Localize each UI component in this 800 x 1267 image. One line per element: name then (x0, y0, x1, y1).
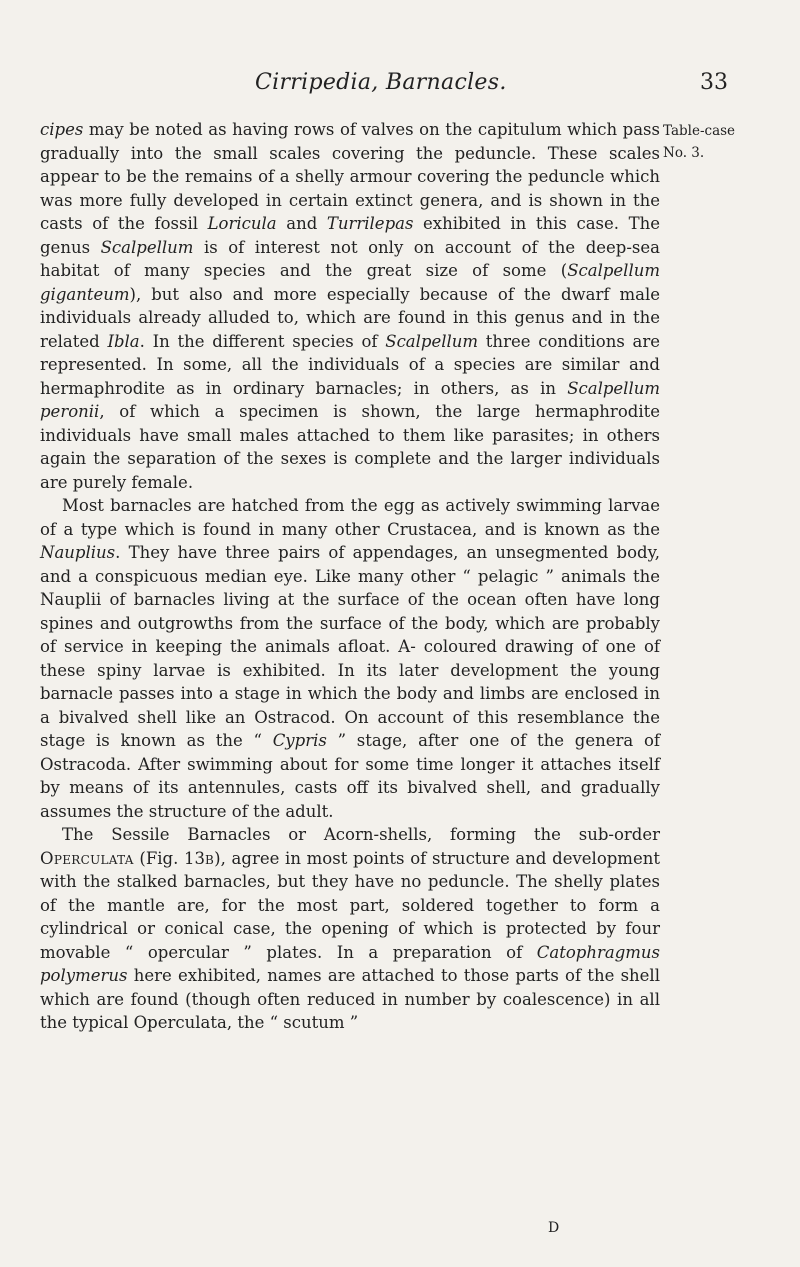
margin-note-line1: Table-case (663, 123, 736, 139)
paragraph: Most barnacles are hatched from the egg as actively swimming larvae of a type which is found in many other Crustacea, and is known as the Nauplius. They have three pairs of appendages, an unsegmented body, and a conspicuous median eye. Like many other “ pelagic ” animals the Nauplii of barnacles living at the surface of the ocean often have long spines and outgrowths from the surface of the body, which are probably of service in keeping the animals afloat. A- coloured drawing of one of these spiny larvae is exhibited. In its later development the young barnacle passes into a stage in which the body and limbs are enclosed in a bivalved shell like an Ostracod. On account of this resemblance the stage is known as the “ Cypris ” stage, after one of the genera of Ostracoda. After swimming about for some time longer it attaches itself by means of its antennules, casts off its bivalved shell, and gradually assumes the structure of the adult. (40, 496, 661, 821)
page-number: 33 (700, 70, 728, 95)
running-title: Cirripedia, Barnacles. (255, 70, 507, 95)
page-header (0, 70, 800, 102)
margin-note (663, 120, 793, 164)
margin-note-line2: No. 3. (663, 145, 705, 161)
paragraph: cipes may be noted as having rows of valves on the capitulum which pass gradually into the small scales covering the peduncle. These scales appear to be the remains of a shelly armour covering the peduncle which was more fully developed in certain extinct genera, and is shown in the casts of the fossil Loricula and Turrilepas exhibited in this case. The genus Scalpellum is of interest not only on account of the deep-sea habitat of many species and the great size of some (Scalpellum giganteum), but also and more especially because of the dwarf male individuals already alluded to, which are found in this genus and in the related Ibla. In the different species of Scalpellum three conditions are represented. In some, all the individuals of a species are similar and hermaphrodite as in ordinary barnacles; in others, as in Scalpellum peronii, of which a specimen is shown, the large hermaphrodite individuals have small males attached to them like parasites; in others again the separation of the sexes is complete and the larger individuals are purely female. (40, 120, 661, 492)
signature-mark: D (548, 1220, 560, 1236)
body-text (40, 118, 660, 1035)
paragraph: The Sessile Barnacles or Acorn-shells, forming the sub-order Operculata (Fig. 13b), agree in most points of structure and development with the stalked barnacles, but they have no peduncle. The shelly plates of the mantle are, for the most part, soldered together to form a cylindrical or conical case, the opening of which is protected by four movable “ opercular ” plates. In a preparation of Catophragmus polymerus here exhibited, names are attached to those parts of the shell which are found (though often reduced in number by coalescence) in all the typical Operculata, the “ scutum ” (40, 825, 660, 1032)
